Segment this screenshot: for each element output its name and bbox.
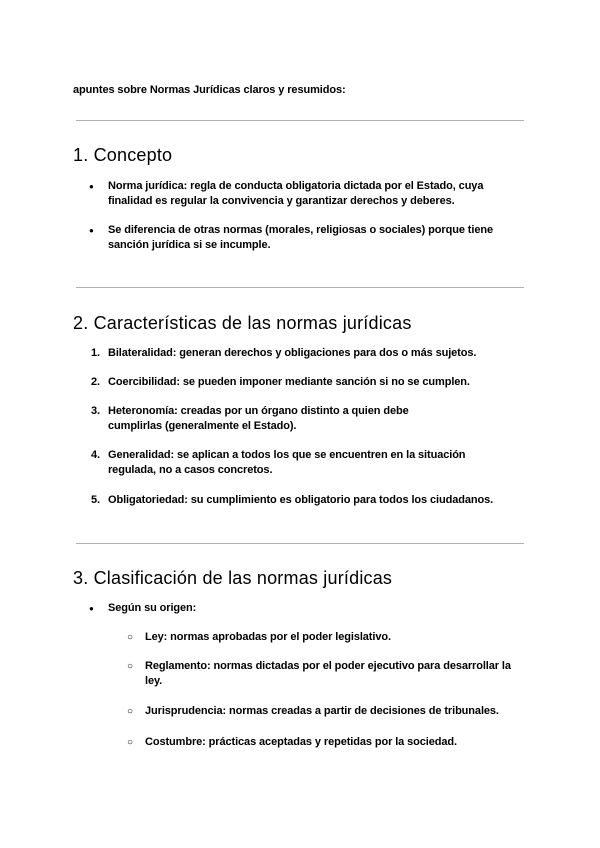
section-title-caracteristicas: 2. Características de las normas jurídicas bbox=[73, 313, 412, 333]
divider bbox=[76, 543, 524, 544]
list-item-text: Bilateralidad: generan derechos y obligaciones para dos o más sujetos. bbox=[108, 347, 477, 359]
sub-list-item-text: Ley: normas aprobadas por el poder legislativo. bbox=[145, 631, 391, 643]
intro-text: apuntes sobre Normas Jurídicas claros y resumidos: bbox=[73, 84, 346, 96]
divider bbox=[76, 287, 524, 288]
circle-marker: ○ bbox=[127, 706, 133, 717]
circle-marker: ○ bbox=[127, 661, 133, 672]
bullet-marker: ● bbox=[89, 604, 94, 613]
list-item-text: Se diferencia de otras normas (morales, religiosas o sociales) porque tiene sanción jurídica si se incumple. bbox=[108, 224, 493, 251]
list-item-text: Generalidad: se aplican a todos los que se encuentren en la situación regulada, no a casos concretos. bbox=[108, 449, 466, 476]
list-item-text: Norma jurídica: regla de conducta obligatoria dictada por el Estado, cuya finalidad es regular la convivencia y garantizar derechos y deberes. bbox=[108, 180, 484, 207]
list-item-text: Según su origen: bbox=[108, 602, 197, 614]
list-item-text: Coercibilidad: se pueden imponer mediante sanción si no se cumplen. bbox=[108, 376, 470, 388]
bullet-marker: ● bbox=[89, 182, 94, 191]
section-title-concepto: 1. Concepto bbox=[73, 145, 173, 165]
section-title-clasificacion: 3. Clasificación de las normas jurídicas bbox=[73, 568, 393, 588]
number-marker: 5. bbox=[91, 494, 100, 506]
circle-marker: ○ bbox=[127, 737, 133, 748]
sub-list-item-text: Jurisprudencia: normas creadas a partir de decisiones de tribunales. bbox=[145, 705, 499, 717]
number-marker: 1. bbox=[91, 347, 100, 359]
number-marker: 3. bbox=[91, 405, 100, 417]
list-item-text: Obligatoriedad: su cumplimiento es obligatorio para todos los ciudadanos. bbox=[108, 494, 494, 506]
sub-list-item-text: Reglamento: normas dictadas por el poder ejecutivo para desarrollar la ley. bbox=[145, 660, 511, 687]
number-marker: 2. bbox=[91, 376, 100, 388]
divider bbox=[76, 120, 524, 121]
list-item-text: Heteronomía: creadas por un órgano distinto a quien debe cumplirlas (generalmente el Estado). bbox=[108, 405, 409, 432]
number-marker: 4. bbox=[91, 449, 100, 461]
sub-list-item-text: Costumbre: prácticas aceptadas y repetidas por la sociedad. bbox=[145, 736, 457, 748]
bullet-marker: ● bbox=[89, 226, 94, 235]
circle-marker: ○ bbox=[127, 632, 133, 643]
